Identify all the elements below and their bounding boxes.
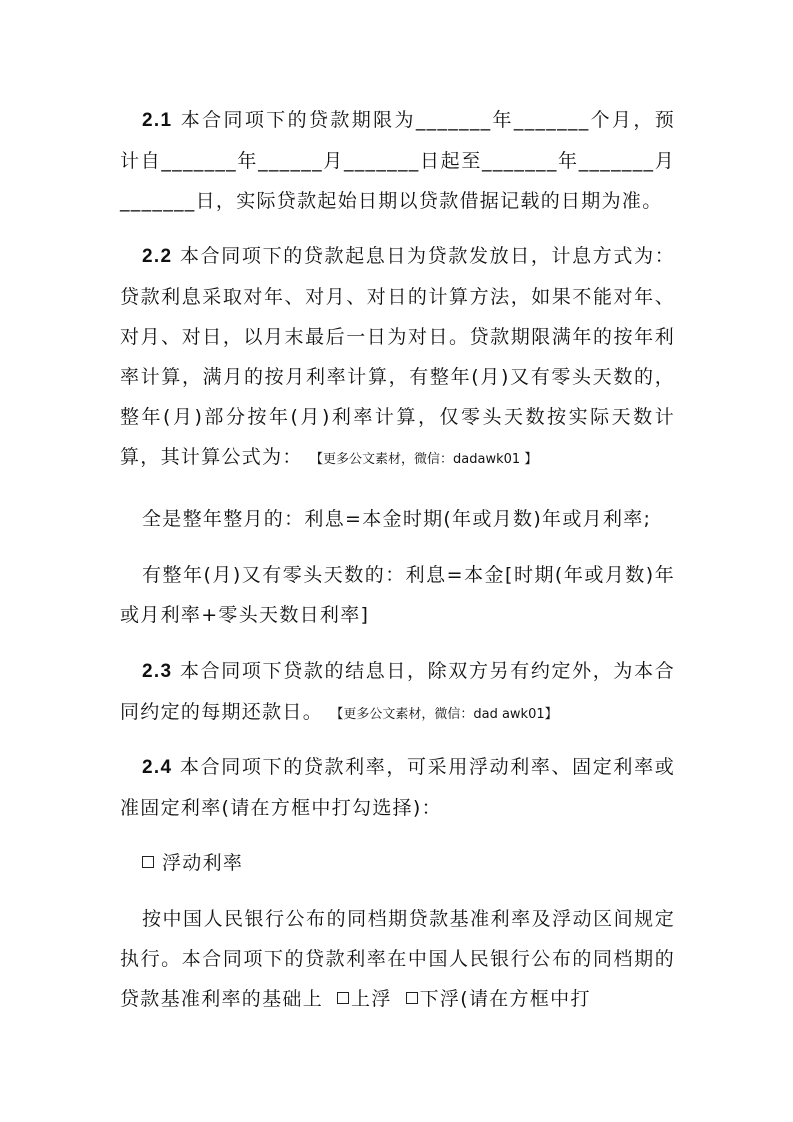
section-text: 本合同项下的贷款起息日为贷款发放日，计息方式为：贷款利息采取对年、对月、对日的计算方法，如果不能对年、对月、对日，以月末最后一日为对日。贷款期限满年的按年利率计算，满月的按月利率计算，有整年(月)又有零头天数的，整年(月)部分按年(月)利率计算，仅零头天数按实际天数计算，其计算公式为： <box>120 245 676 468</box>
section-text: 本合同项下的贷款利率，可采用浮动利率、固定利率或准固定利率(请在方框中打勾选择)： <box>120 756 676 819</box>
floating-rate-label: 浮动利率 <box>162 852 244 874</box>
section-number: 2.2 <box>142 246 173 267</box>
section-2-2 <box>120 236 675 480</box>
floating-rate-option <box>120 843 675 883</box>
rate-down-checkbox[interactable] <box>406 992 418 1004</box>
section-text: 本合同项下贷款的结息日，除双方另有约定外，为本合同约定的每期还款日。 <box>120 660 676 723</box>
floating-rate-text: 按中国人民银行公布的同档期贷款基准利率及浮动区间规定执行。本合同项下的贷款利率在中国人民银行公布的同档期的贷款基准利率的基础上 <box>120 908 675 1010</box>
section-2-4 <box>120 747 675 828</box>
watermark-note: 【更多公文素材，微信：dadawk01 】 <box>310 452 538 467</box>
formula-full-period: 全是整年整月的：利息=本金时期(年或月数)年或月利率; <box>142 508 652 530</box>
formula-partial-period: 有整年(月)又有零头天数的：利息=本金[时期(年或月数)年或月利率+零头天数日利率] <box>120 564 675 626</box>
floating-rate-checkbox[interactable] <box>142 856 154 868</box>
section-2-1 <box>120 100 675 221</box>
section-number: 2.3 <box>142 661 173 682</box>
rate-up-checkbox[interactable] <box>337 992 349 1004</box>
section-text: 本合同项下的贷款期限为_______年_______个月，预计自_______年______月_______日起至_______年_______月_______日，实际贷款起始日期以贷款借据记载的日期为准。 <box>120 109 675 212</box>
watermark-note: 【更多公文素材，微信：dad awk01】 <box>330 707 558 722</box>
rate-up-label: 上浮 <box>351 988 392 1010</box>
rate-down-label: 下浮(请在方框中打 <box>419 988 591 1010</box>
section-2-3 <box>120 651 675 735</box>
section-number: 2.1 <box>142 110 173 131</box>
floating-rate-description <box>120 899 675 1019</box>
section-number: 2.4 <box>142 757 173 778</box>
